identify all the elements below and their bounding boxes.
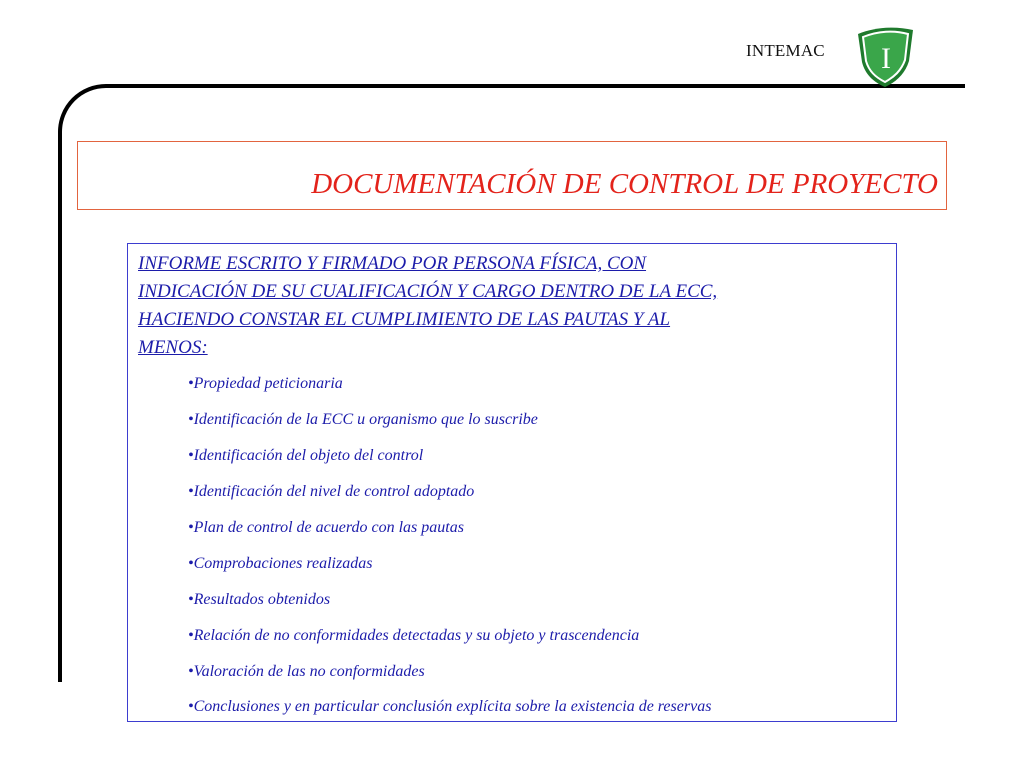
bullet-item: •Plan de control de acuerdo con las pautas: [188, 519, 464, 536]
bullet-item: •Resultados obtenidos: [188, 591, 331, 608]
intro-line: INFORME ESCRITO Y FIRMADO POR PERSONA FÍSICA, CON: [138, 253, 647, 274]
intro-line: INDICACIÓN DE SU CUALIFICACIÓN Y CARGO DENTRO DE LA ECC,: [138, 281, 718, 302]
bullet-item: •Propiedad peticionaria: [188, 375, 343, 392]
slide-title: DOCUMENTACIÓN DE CONTROL DE PROYECTO: [311, 168, 938, 200]
bullet-item: •Conclusiones y en particular conclusión explícita sobre la existencia de reservas: [188, 698, 712, 715]
intemac-logo-icon: [853, 25, 917, 89]
intro-line: HACIENDO CONSTAR EL CUMPLIMIENTO DE LAS PAUTAS Y AL: [138, 309, 671, 330]
bullet-item: •Identificación del nivel de control adoptado: [188, 483, 475, 500]
bullet-item: •Relación de no conformidades detectadas y su objeto y trascendencia: [188, 627, 640, 644]
bullet-item: •Identificación de la ECC u organismo que lo suscribe: [188, 411, 538, 428]
intro-line: MENOS:: [138, 337, 208, 358]
title-box: [77, 141, 947, 210]
bullet-item: •Comprobaciones realizadas: [188, 555, 373, 572]
brand-name: INTEMAC: [746, 41, 825, 60]
content-box: [127, 243, 897, 722]
bullet-item: •Valoración de las no conformidades: [188, 663, 425, 680]
bullet-item: •Identificación del objeto del control: [188, 447, 424, 464]
logo-letter: I: [881, 42, 891, 75]
